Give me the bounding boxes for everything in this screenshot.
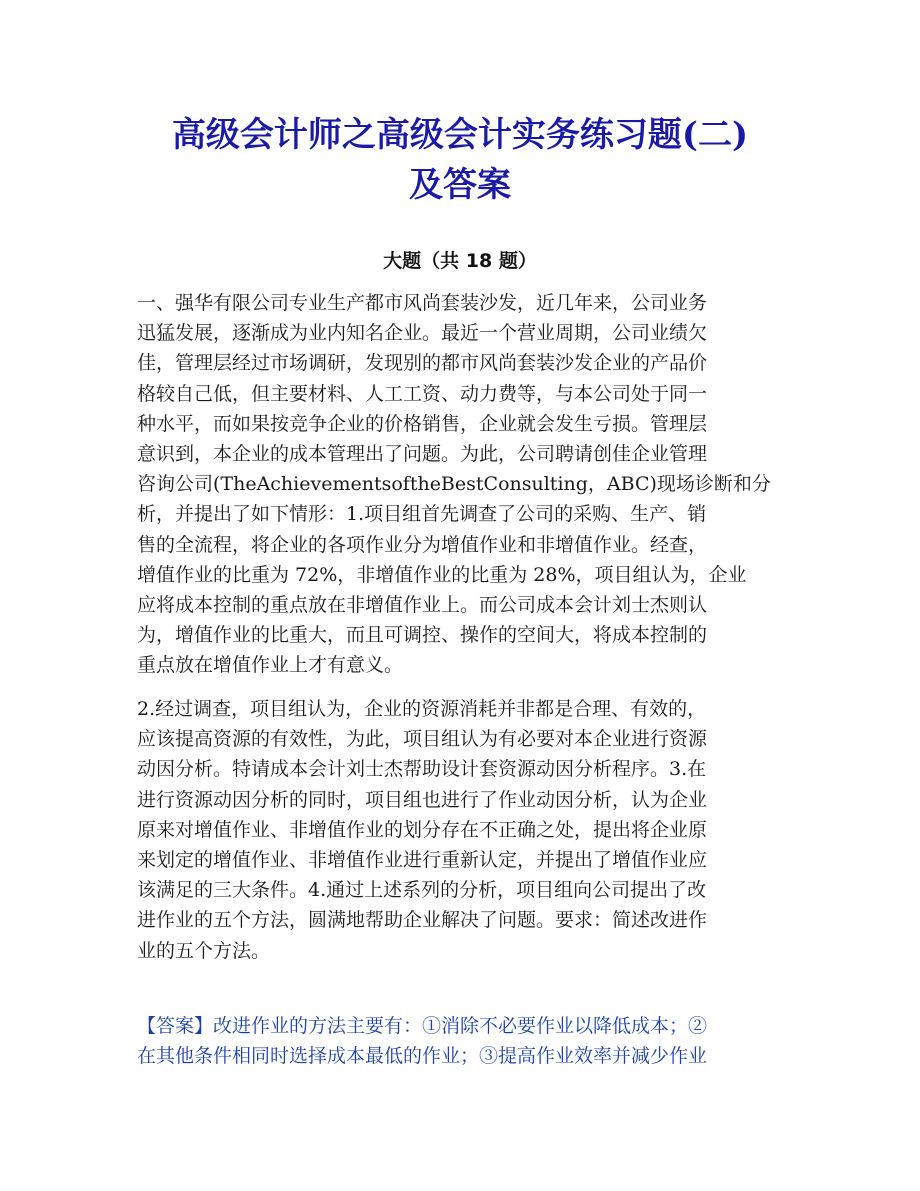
text-line: 迅猛发展，逐渐成为业内知名企业。最近一个营业周期，公司业绩欠 (137, 322, 708, 345)
text-line: 进行资源动因分析的同时，项目组也进行了作业动因分析，认为企业 (137, 788, 708, 811)
text-line: 重点放在增值作业上才有意义。 (137, 654, 404, 677)
answer-line: 在其他条件相同时选择成本最低的作业；③提高作业效率并减少作业 (137, 1045, 708, 1068)
question-paragraph-2 (137, 694, 783, 966)
text-line: 进作业的五个方法，圆满地帮助企业解决了问题。要求：简述改进作 (137, 909, 708, 932)
document-title (0, 110, 920, 210)
text-line: 析，并提出了如下情形：1.项目组首先调查了公司的采购、生产、销 (137, 503, 707, 526)
text-line: 来划定的增值作业、非增值作业进行重新认定，并提出了增值作业应 (137, 849, 708, 872)
section-heading: 大题（共 18 题） (383, 250, 537, 272)
text-line: 种水平，而如果按竞争企业的价格销售，企业就会发生亏损。管理层 (137, 412, 708, 435)
text-line: 应该提高资源的有效性，为此，项目组认为有必要对本企业进行资源 (137, 728, 708, 751)
question-paragraph-1 (137, 288, 783, 681)
text-line: 业的五个方法。 (137, 939, 271, 962)
text-line: 原来对增值作业、非增值作业的划分存在不正确之处，提出将企业原 (137, 818, 708, 841)
text-line: 2.经过调查，项目组认为，企业的资源消耗并非都是合理、有效的， (137, 698, 707, 720)
text-line: 为，增值作业的比重大，而且可调控、操作的空间大，将成本控制的 (137, 624, 708, 647)
text-line: 增值作业的比重为 72%，非增值作业的比重为 28%，项目组认为，企业 (137, 563, 747, 586)
answer-line: 【答案】改进作业的方法主要有：①消除不必要作业以降低成本；② (137, 1015, 708, 1037)
text-line: 动因分析。特请成本会计刘士杰帮助设计套资源动因分析程序。3.在 (137, 758, 707, 781)
answer-paragraph (137, 1011, 783, 1071)
text-line: 应将成本控制的重点放在非增值作业上。而公司成本会计刘士杰则认 (137, 594, 708, 617)
text-line: 意识到，本企业的成本管理出了问题。为此，公司聘请创佳企业管理 (137, 443, 708, 466)
title-line: 高级会计师之高级会计实务练习题(二) (171, 115, 749, 155)
text-line: 售的全流程，将企业的各项作业分为增值作业和非增值作业。经查， (137, 533, 708, 556)
text-line: 佳，管理层经过市场调研，发现别的都市风尚套装沙发企业的产品价 (137, 352, 708, 375)
title-line: 及答案 (409, 165, 511, 205)
text-line: 格较自己低，但主要材料、人工工资、动力费等，与本公司处于同一 (137, 382, 708, 405)
text-line: 咨询公司(TheAchievementsoftheBestConsulting，ABC)现场诊断和分 (137, 473, 771, 496)
text-line: 一、强华有限公司专业生产都市风尚套装沙发，近几年来，公司业务 (137, 292, 708, 314)
text-line: 该满足的三大条件。4.通过上述系列的分析，项目组向公司提出了改 (137, 879, 707, 902)
